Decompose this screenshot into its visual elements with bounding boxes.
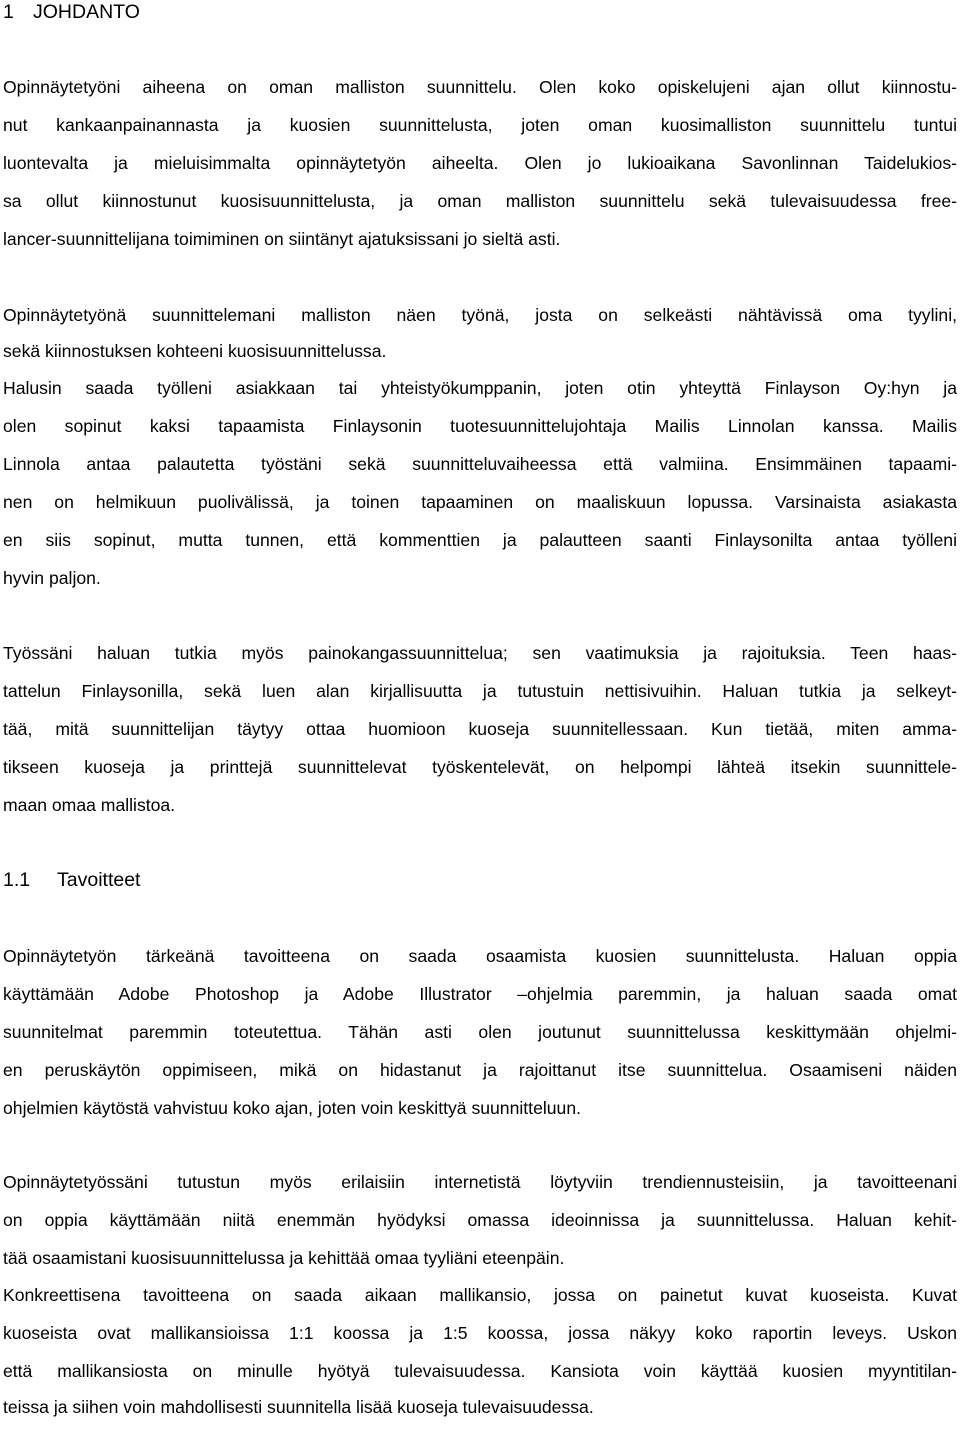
paragraph-line: että mallikansiosta on minulle hyötyä tulevaisuudessa. Kansiota voin käyttää kuosien myyntitilan- xyxy=(3,1361,957,1381)
paragraph-line: teissa ja siihen voin mahdollisesti suunnitella lisää kuoseja tulevaisuudessa. xyxy=(3,1397,594,1417)
paragraph-line: Opinnäytetyöni aiheena on oman malliston suunnittelu. Olen koko opiskelujeni ajan ollut kiinnostu- xyxy=(3,77,957,97)
section-heading xyxy=(3,868,140,892)
paragraph-line: Työssäni haluan tutkia myös painokangassuunnittelua; sen vaatimuksia ja rajoituksia. Teen haas- xyxy=(3,643,957,663)
chapter-number: 1 xyxy=(3,1,14,23)
section-number: 1.1 xyxy=(3,869,31,891)
paragraph-line: Opinnäytetyön tärkeänä tavoitteena on saada osaamista kuosien suunnittelusta. Haluan oppia xyxy=(3,946,957,966)
paragraph-line: Linnola antaa palautetta työstäni sekä suunnitteluvaiheessa että valmiina. Ensimmäinen tapaami- xyxy=(3,454,957,474)
paragraph-line: en siis sopinut, mutta tunnen, että kommenttien ja palautteen saanti Finlaysonilta antaa työlleni xyxy=(3,530,957,550)
paragraph-line: sekä kiinnostuksen kohteeni kuosisuunnittelussa. xyxy=(3,341,387,361)
paragraph-line: tää, mitä suunnittelijan täytyy ottaa huomioon kuoseja suunnitellessaan. Kun tietää, miten amma- xyxy=(3,719,957,739)
paragraph-line: nut kankaanpainannasta ja kuosien suunnittelusta, joten oman kuosimalliston suunnittelu tuntui xyxy=(3,115,957,135)
paragraph-line: maan omaa mallistoa. xyxy=(3,795,176,815)
chapter-title: JOHDANTO xyxy=(33,1,140,23)
paragraph-line: kuoseista ovat mallikansioissa 1:1 koossa ja 1:5 koossa, jossa näkyy koko raportin leveys. Uskon xyxy=(3,1323,957,1343)
paragraph-line: sa ollut kiinnostunut kuosisuunnittelusta, ja oman malliston suunnittelu sekä tulevaisuudessa free- xyxy=(3,191,957,211)
paragraph-line: suunnitelmat paremmin toteutettua. Tähän asti olen joutunut suunnittelussa keskittymään ohjelmi- xyxy=(3,1022,957,1042)
paragraph-line: Konkreettisena tavoitteena on saada aikaan mallikansio, jossa on painetut kuvat kuoseista. Kuvat xyxy=(3,1285,957,1305)
paragraph-line: käyttämään Adobe Photoshop ja Adobe Illustrator –ohjelmia paremmin, ja haluan saada omat xyxy=(3,984,957,1004)
paragraph-line: ohjelmien käytöstä vahvistuu koko ajan, joten voin keskittyä suunnitteluun. xyxy=(3,1098,581,1118)
paragraph-line: olen sopinut kaksi tapaamista Finlaysonin tuotesuunnittelujohtaja Mailis Linnolan kanssa. Mailis xyxy=(3,416,957,436)
section-title: Tavoitteet xyxy=(57,869,141,891)
paragraph-line: en peruskäytön oppimiseen, mikä on hidastanut ja rajoittanut itse suunnittelua. Osaamiseni näiden xyxy=(3,1060,957,1080)
paragraph-line: tattelun Finlaysonilla, sekä luen alan kirjallisuutta ja tutustuin nettisivuihin. Haluan tutkia ja selkeyt- xyxy=(3,681,957,701)
paragraph-line: on oppia käyttämään niitä enemmän hyödyksi omassa ideoinnissa ja suunnittelussa. Haluan kehit- xyxy=(3,1210,957,1230)
paragraph-line: nen on helmikuun puolivälissä, ja toinen tapaaminen on maaliskuun lopussa. Varsinaista asiakasta xyxy=(3,492,957,512)
paragraph-line: luontevalta ja mieluisimmalta opinnäytetyön aiheelta. Olen jo lukioaikana Savonlinnan Taidelukios- xyxy=(3,153,957,173)
paragraph-line: Opinnäytetyönä suunnittelemani malliston näen työnä, josta on selkeästi nähtävissä oma tyylini, xyxy=(3,305,957,325)
paragraph-line: Opinnäytetyössäni tutustun myös erilaisiin internetistä löytyviin trendiennusteisiin, ja tavoitteenani xyxy=(3,1172,957,1192)
paragraph-line: lancer-suunnittelijana toimiminen on siintänyt ajatuksissani jo sieltä asti. xyxy=(3,229,561,249)
paragraph-line: hyvin paljon. xyxy=(3,568,101,588)
paragraph-line: tikseen kuoseja ja printtejä suunnittelevat työskentelevät, on helpompi lähteä itsekin suunnittele- xyxy=(3,757,957,777)
paragraph-line: tää osaamistani kuosisuunnittelussa ja kehittää omaa tyyliäni eteenpäin. xyxy=(3,1248,565,1268)
chapter-heading xyxy=(3,0,140,24)
paragraph-line: Halusin saada työlleni asiakkaan tai yhteistyökumppanin, joten otin yhteyttä Finlayson Oy:hyn ja xyxy=(3,378,957,398)
